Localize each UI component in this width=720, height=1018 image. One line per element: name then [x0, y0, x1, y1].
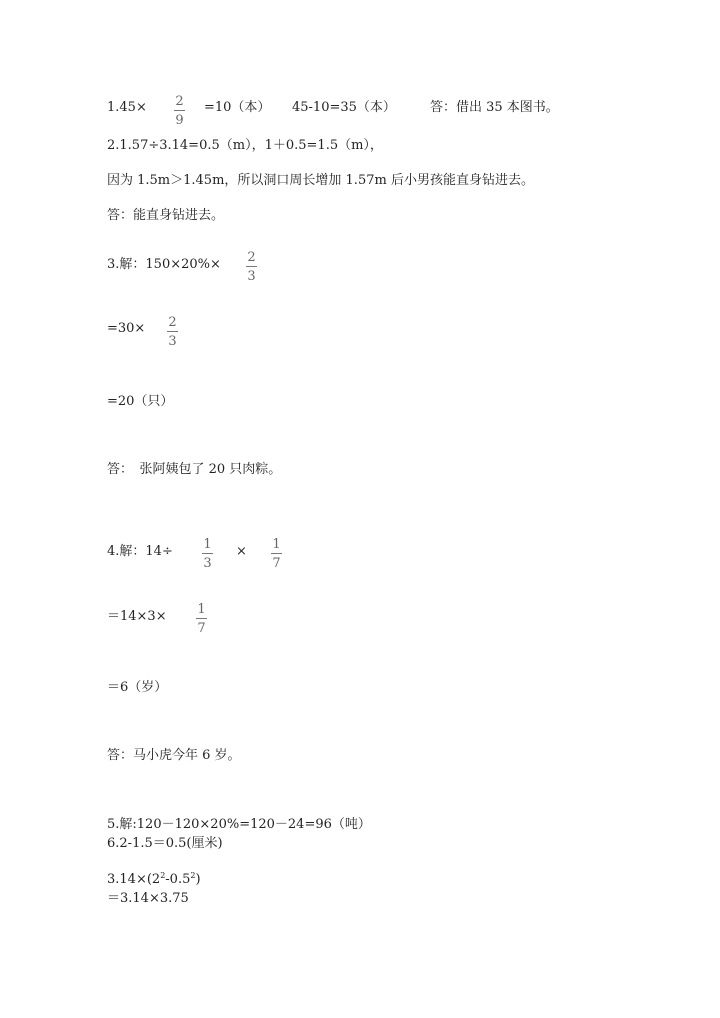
q5-solution: 5.解:120－120×20%=120－24=96（吨） — [107, 817, 371, 832]
q6-step2-mid: -0.5 — [165, 872, 191, 887]
q3-fraction-2 — [167, 316, 178, 348]
q4-step1: 4.解：14÷ — [107, 544, 173, 559]
q4-answer: 答：马小虎今年 6 岁。 — [107, 748, 241, 763]
q6-step1: 6.2-1.5＝0.5(厘米) — [107, 836, 223, 851]
q4-fraction-2 — [271, 538, 282, 570]
q6-step2 — [107, 873, 201, 886]
fraction-numerator: 1 — [203, 537, 212, 552]
fraction-numerator: 2 — [175, 94, 184, 109]
fraction-bar — [196, 618, 207, 619]
fraction-denominator: 3 — [203, 556, 212, 571]
q6-step2-base: 3.14×(2 — [107, 872, 161, 887]
q1-expression-result: =10（本） — [204, 100, 271, 115]
q1-fraction — [174, 95, 185, 127]
fraction-denominator: 7 — [197, 621, 206, 636]
fraction-numerator: 2 — [168, 315, 177, 330]
fraction-bar — [202, 553, 213, 554]
q4-fraction-3 — [196, 603, 207, 635]
q4-step3: ＝6（岁） — [107, 680, 168, 695]
q1-answer: 答：借出 35 本图书。 — [430, 100, 559, 115]
q4-times-sign: × — [236, 544, 247, 559]
q1-subtraction: 45-10=35（本） — [292, 100, 396, 115]
q2-reasoning: 因为 1.5m＞1.45m，所以洞口周长增加 1.57m 后小男孩能直身钻进去。 — [107, 173, 534, 188]
fraction-denominator: 7 — [272, 556, 281, 571]
q3-fraction-1 — [246, 251, 257, 283]
q3-step2: =30× — [107, 321, 146, 336]
fraction-bar — [246, 266, 257, 267]
q6-step3: ＝3.14×3.75 — [107, 891, 189, 906]
q2-answer: 答：能直身钻进去。 — [107, 208, 225, 223]
q2-calculation: 2.1.57÷3.14=0.5（m），1＋0.5=1.5（m）， — [107, 138, 383, 153]
fraction-bar — [174, 110, 185, 111]
fraction-denominator: 3 — [247, 269, 256, 284]
fraction-bar — [271, 553, 282, 554]
fraction-numerator: 1 — [272, 537, 281, 552]
fraction-numerator: 2 — [247, 250, 256, 265]
q6-step2-close: ) — [195, 872, 201, 887]
q1-expression-start: 1.45× — [107, 100, 147, 115]
fraction-denominator: 9 — [175, 113, 184, 128]
q4-fraction-1 — [202, 538, 213, 570]
q6-exponent-1: 2 — [160, 871, 166, 880]
fraction-bar — [167, 331, 178, 332]
q3-step3: =20（只） — [107, 394, 174, 409]
q6-exponent-2: 2 — [190, 871, 196, 880]
q3-step1: 3.解：150×20%× — [107, 257, 221, 272]
q3-answer: 答： 张阿姨包了 20 只肉粽。 — [107, 462, 282, 477]
q4-step2: ＝14×3× — [107, 609, 167, 624]
fraction-numerator: 1 — [197, 602, 206, 617]
fraction-denominator: 3 — [168, 334, 177, 349]
